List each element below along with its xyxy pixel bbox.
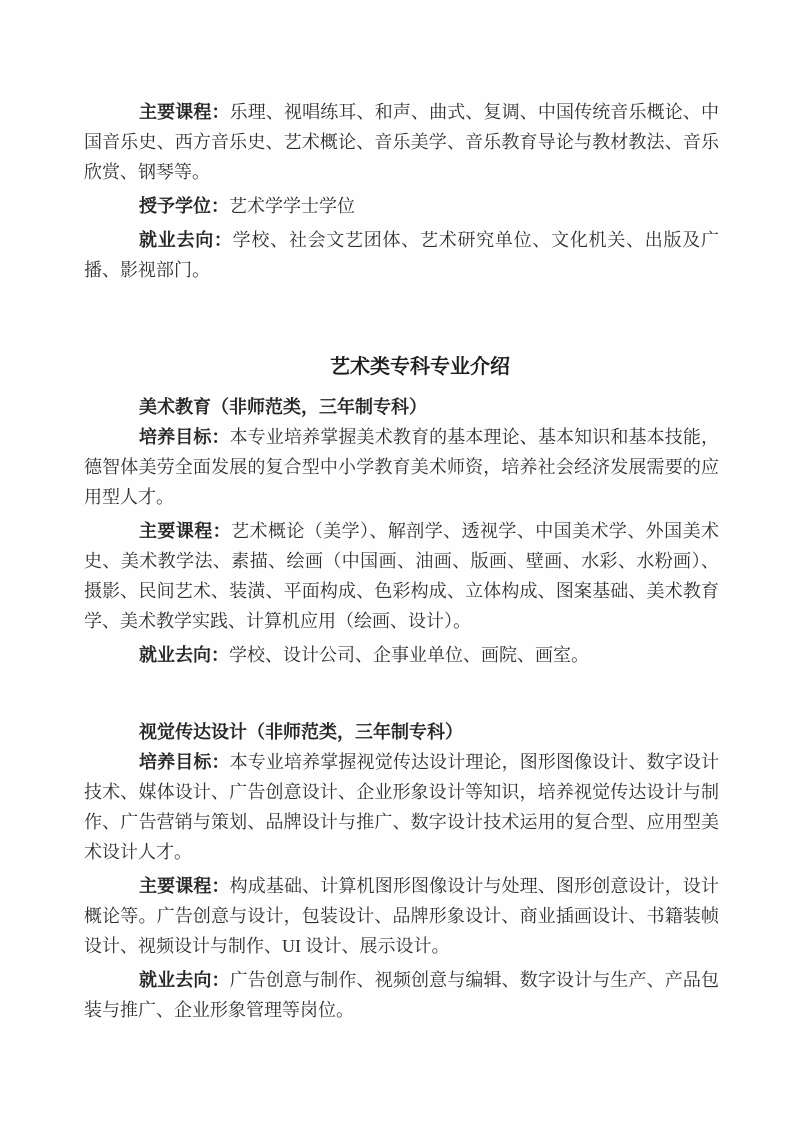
paragraph-art-careers [84,640,719,670]
label-careers: 就业去向： [139,230,233,250]
text-visual-careers: 广告创意与制作、视频创意与编辑、数字设计与生产、产品包装与推广、企业形象管理等岗位。 [84,970,720,1020]
text-art-courses: 艺术概论（美学）、解剖学、透视学、中国美术学、外国美术史、美术教学法、素描、绘画（中国画、油画、版画、壁画、水彩、水粉画）、摄影、民间艺术、装潢、平面构成、色彩构成、立体构成、图案基础、美术教育学、美术教学实践、计算机应用（绘画、设计）。 [84,521,720,631]
section-music-continued [84,97,719,285]
text-music-careers: 学校、社会文艺团体、艺术研究单位、文化机关、出版及广播、影视部门。 [84,230,720,280]
paragraph-degree [84,191,719,221]
label-degree: 授予学位： [139,196,229,216]
label-main-courses: 主要课程： [139,521,232,541]
major-qualifier: （非师范类，三年制专科） [247,722,463,742]
label-main-courses: 主要课程： [139,102,230,122]
text-art-careers: 学校、设计公司、企事业单位、画院、画室。 [229,645,589,665]
paragraph-music-courses [84,97,719,187]
paragraph-music-careers [84,225,719,285]
paragraph-visual-careers [84,965,719,1025]
major-heading-art-education [84,392,719,422]
major-art-education [84,392,719,670]
paragraph-art-courses [84,516,719,636]
section-title: 艺术类专科专业介绍 [330,356,510,378]
label-objective: 培养目标： [139,752,230,772]
paragraph-visual-objective [84,747,719,867]
major-heading-visual-design [84,717,719,747]
label-main-courses: 主要课程： [139,876,230,896]
text-visual-courses: 构成基础、计算机图形图像设计与处理、图形创意设计，设计概论等。广告创意与设计，包装设计、品牌形象设计、商业插画设计、书籍装帧设计、视频设计与制作、UI 设计、展示设计。 [84,876,720,956]
label-careers: 就业去向： [139,970,230,990]
major-qualifier: （非师范类，三年制专科） [211,397,427,417]
text-music-courses: 乐理、视唱练耳、和声、曲式、复调、中国传统音乐概论、中国音乐史、西方音乐史、艺术概论、音乐美学、音乐教育导论与教材教法、音乐欣赏、钢琴等。 [84,102,720,182]
text-visual-objective: 本专业培养掌握视觉传达设计理论，图形图像设计、数字设计技术、媒体设计、广告创意设计、企业形象设计等知识，培养视觉传达设计与制作、广告营销与策划、品牌设计与推广、数字设计技术运用的复合型、应用型美术设计人才。 [84,752,720,862]
label-careers: 就业去向： [139,645,229,665]
label-objective: 培养目标： [139,427,230,447]
major-name: 美术教育 [139,397,211,417]
text-art-objective: 本专业培养掌握美术教育的基本理论、基本知识和基本技能，德智体美劳全面发展的复合型中小学教育美术师资，培养社会经济发展需要的应用型人才。 [84,427,720,507]
paragraph-visual-courses [84,871,719,961]
major-name: 视觉传达设计 [139,722,247,742]
paragraph-art-objective [84,422,719,512]
text-degree: 艺术学学士学位 [229,196,355,216]
major-visual-design [84,717,719,1025]
